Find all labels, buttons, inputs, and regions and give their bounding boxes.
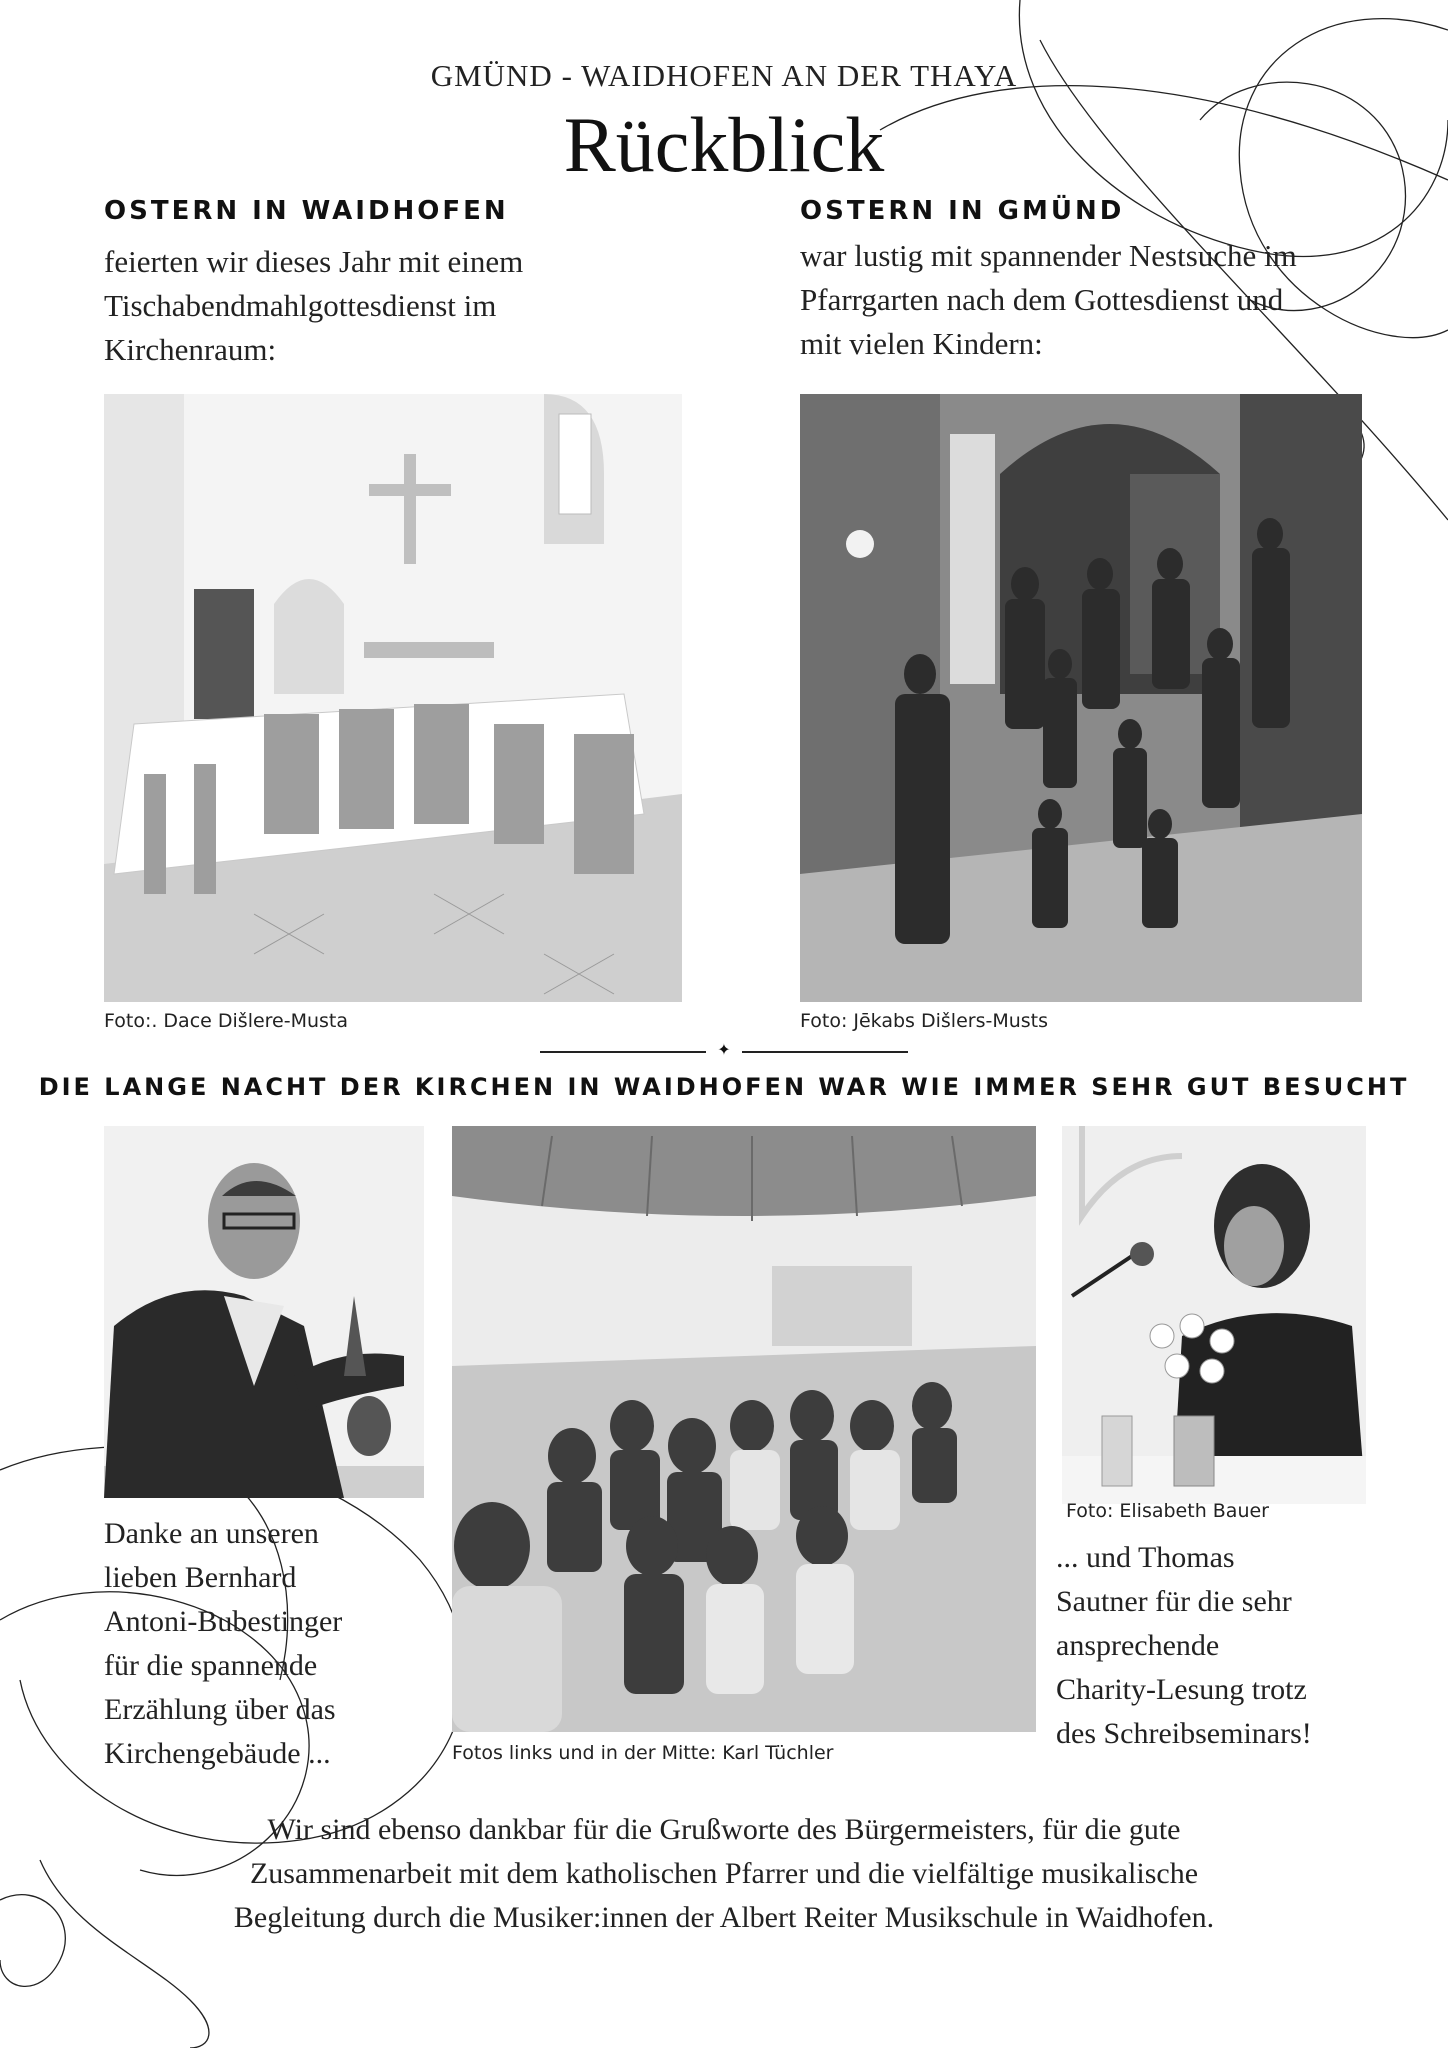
closing-paragraph — [100, 1808, 1348, 1940]
text-line: des Schreibseminars! — [1056, 1717, 1312, 1750]
text-line: ansprechende — [1056, 1629, 1220, 1662]
section-heading-gmuend: OSTERN IN GMÜND — [800, 196, 1125, 226]
page-title: Rückblick — [563, 101, 885, 188]
thanks-text-thomas — [1056, 1536, 1386, 1756]
text-line: Wir sind ebenso dankbar für die Grußworte des Bürgermeisters, für die gute — [267, 1813, 1181, 1846]
text-line: Antoni-Bubestinger — [104, 1605, 343, 1638]
divider-line-right — [742, 1051, 908, 1053]
section-heading-waidhofen: OSTERN IN WAIDHOFEN — [104, 196, 509, 226]
page-kicker: GMÜND - WAIDHOFEN AN DER THAYA — [430, 58, 1018, 93]
photo-audience-church-hall — [452, 1126, 1036, 1732]
divider-line-left — [540, 1051, 706, 1053]
text-line: Zusammenarbeit mit dem katholischen Pfarrer und die vielfältige musikalische — [249, 1857, 1199, 1890]
text-line: lieben Bernhard — [104, 1561, 297, 1594]
text-line: ... und Thomas — [1056, 1541, 1235, 1574]
text-line: mit vielen Kindern: — [800, 326, 1043, 361]
section-heading-lange-nacht: DIE LANGE NACHT DER KIRCHEN IN WAIDHOFEN WAR WIE IMMER SEHR GUT BESUCHT — [38, 1073, 1410, 1101]
text-line: feierten wir dieses Jahr mit einem — [104, 244, 524, 279]
text-line: Kirchengebäude ... — [104, 1737, 331, 1770]
photo-church-tables — [104, 394, 682, 1002]
divider-ornament: ✦ — [717, 1040, 731, 1059]
text-line: Erzählung über das — [104, 1693, 336, 1726]
text-line: für die spannende — [104, 1649, 318, 1682]
text-line: Pfarrgarten nach dem Gottesdienst und — [800, 282, 1284, 317]
text-line: Sautner für die sehr — [1056, 1585, 1292, 1618]
text-line: Charity-Lesung trotz — [1056, 1673, 1307, 1706]
text-line: war lustig mit spannender Nestsuche im — [800, 238, 1297, 273]
thanks-text-bernhard — [104, 1512, 424, 1776]
photo-speaker-bernhard — [104, 1126, 424, 1498]
photo-children-on-steps — [800, 394, 1362, 1002]
text-line: Kirchenraum: — [104, 332, 277, 367]
text-line: Danke an unseren — [104, 1517, 319, 1550]
text-line: Begleitung durch die Musiker:innen der Albert Reiter Musikschule in Waidhofen. — [233, 1901, 1215, 1934]
text-line: Tischabendmahlgottesdienst im — [104, 288, 497, 323]
photo-caption-center: Fotos links und in der Mitte: Karl Tüchler — [452, 1742, 834, 1764]
photo-caption-gmuend: Foto: Jēkabs Dišlers-Musts — [800, 1010, 1049, 1032]
photo-caption-waidhofen: Foto:. Dace Dišlere-Musta — [104, 1010, 349, 1032]
photo-reader-thomas — [1062, 1126, 1366, 1504]
section-text-waidhofen — [104, 240, 664, 372]
photo-caption-reader: Foto: Elisabeth Bauer — [1066, 1500, 1269, 1522]
section-text-gmuend — [800, 234, 1400, 366]
